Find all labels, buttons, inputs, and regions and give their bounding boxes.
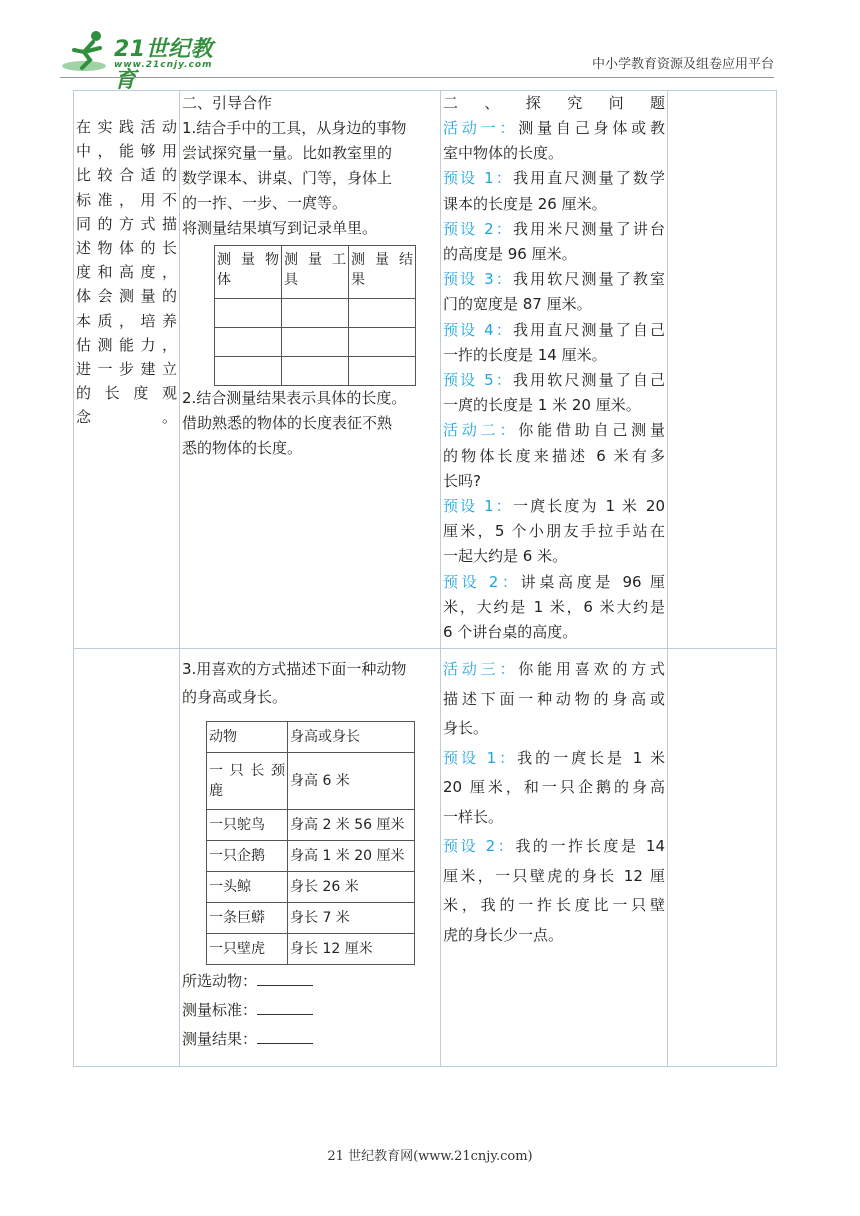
logo	[62, 30, 232, 93]
explore-text: 米，我的一拃长度比一只壁	[443, 896, 665, 914]
explore-line	[443, 620, 665, 645]
explore-label: 预设 2：	[443, 837, 516, 855]
answer-blank	[257, 1027, 313, 1044]
task-text	[182, 655, 438, 711]
goal-line: 在实践活动	[76, 118, 177, 136]
animal-value: 身高 2 米 56 厘米	[288, 810, 415, 841]
explore-list	[443, 116, 665, 645]
explore-label: 预设 4：	[443, 320, 513, 339]
explore-text: 你能用喜欢的方式	[518, 660, 665, 678]
explore-line	[443, 544, 665, 569]
record-header-text: 具	[284, 272, 298, 288]
explore-label: 预设 3：	[443, 270, 513, 289]
record-header-cell	[215, 246, 282, 299]
goal-line: 进一步建立	[76, 360, 177, 379]
record-header-cell	[349, 246, 416, 299]
record-header-text: 测量工	[284, 252, 346, 268]
explore-text: 室中物体的长度。	[443, 144, 564, 163]
explore-line	[443, 343, 665, 368]
lesson-row-2	[74, 649, 777, 1067]
explore-text: 一起大约是 6 米。	[443, 547, 568, 566]
explore-label: 预设 1：	[443, 748, 518, 767]
explore-line	[443, 141, 665, 166]
explore-label: 预设 1：	[443, 169, 513, 188]
explore-cell	[441, 91, 668, 649]
page-header	[0, 0, 860, 93]
notes-cell	[668, 91, 777, 649]
goal-line: 比较合适的	[76, 166, 177, 185]
explore-line	[443, 655, 665, 685]
record-header-cell	[282, 246, 349, 299]
animal-name-text: 一只长颈	[209, 763, 285, 779]
animal-row	[207, 934, 415, 965]
goal-line: 中，能够用	[76, 142, 177, 161]
explore-line	[443, 744, 665, 774]
animal-table	[206, 721, 415, 965]
record-sheet	[214, 245, 416, 386]
explore-title: 二、探究问题	[443, 94, 665, 112]
logo-url: www.21cnjy.com	[114, 60, 213, 70]
explore-line	[443, 832, 665, 862]
explore-label: 活动三：	[443, 660, 519, 678]
guide-line: 1.结合手中的工具，从身边的事物	[182, 119, 407, 137]
explore-line	[443, 444, 665, 469]
record-header-text: 果	[351, 272, 365, 288]
animal-header-value: 身高或身长	[288, 722, 415, 753]
record-header-text: 测量结	[351, 252, 413, 268]
animal-value: 身长 7 米	[288, 903, 415, 934]
record-row	[215, 357, 416, 386]
explore-text: 虎的身长少一点。	[443, 925, 564, 944]
explore-line	[443, 862, 665, 892]
logo-brand: 21世纪教育	[114, 37, 214, 93]
explore-text: 课本的长度是 26 厘米。	[443, 194, 607, 213]
answer-blank	[257, 998, 313, 1015]
explore-line	[443, 418, 665, 443]
explore-text: 厘米，一只壁虎的身长 12 厘	[443, 866, 665, 885]
animal-name-text: 一只鸵鸟	[209, 817, 265, 833]
guide2-line: 借助熟悉的物体的长度表征不熟	[182, 414, 393, 432]
animal-header-row	[207, 722, 415, 753]
explore-line	[443, 570, 665, 595]
guide-cell	[180, 91, 441, 649]
explore-list-2	[443, 655, 665, 950]
answer-label: 测量结果：	[182, 1030, 258, 1048]
record-header-text: 体	[217, 272, 231, 288]
animal-row	[207, 903, 415, 934]
task-cell	[180, 649, 441, 1067]
explore-text: 长吗?	[443, 471, 481, 490]
guide2-line: 悉的物体的长度。	[182, 439, 303, 457]
header-divider	[60, 77, 774, 78]
animal-row	[207, 872, 415, 903]
explore-line	[443, 494, 665, 519]
goal-line: 述物体的长	[76, 239, 177, 258]
animal-value: 身长 12 厘米	[288, 934, 415, 965]
guide-text-2	[182, 386, 438, 461]
animal-name	[207, 872, 288, 903]
answer-line	[182, 967, 438, 996]
explore-cell-2	[441, 649, 668, 1067]
animal-value: 身高 1 米 20 厘米	[288, 841, 415, 872]
explore-text: 一拃的长度是 14 厘米。	[443, 345, 607, 364]
explore-text: 我的一拃长度是 14	[515, 837, 666, 855]
explore-line	[443, 267, 665, 292]
explore-text: 门的宽度是 87 厘米。	[443, 295, 592, 314]
animal-name	[207, 903, 288, 934]
header-tagline: 中小学教育资源及组卷应用平台	[591, 57, 774, 72]
explore-line	[443, 166, 665, 191]
explore-line	[443, 116, 665, 141]
explore-text: 一庹的长度是 1 米 20 厘米。	[443, 396, 641, 415]
lesson-row-1	[74, 91, 777, 649]
explore-text: 我用软尺测量了教室	[512, 270, 665, 289]
explore-line	[443, 714, 665, 744]
animal-value: 身长 26 米	[288, 872, 415, 903]
explore-line	[443, 393, 665, 418]
answer-blanks	[182, 967, 438, 1054]
animal-name	[207, 934, 288, 965]
goal-line: 的长度观	[76, 384, 177, 403]
explore-text: 的高度是 96 厘米。	[443, 245, 577, 264]
explore-text: 我的一庹长是 1 米	[517, 748, 665, 767]
lesson-table	[73, 90, 777, 1067]
notes-cell-2	[668, 649, 777, 1067]
guide-title: 二、引导合作	[182, 94, 273, 112]
explore-text: 我用直尺测量了自己	[512, 320, 665, 339]
explore-text: 我用软尺测量了自己	[512, 371, 665, 390]
goal-line: 度和高度，	[76, 263, 177, 282]
explore-line	[443, 368, 665, 393]
explore-line	[443, 519, 665, 544]
goal-line: 估测能力，	[76, 335, 177, 354]
page-footer: 21 世纪教育网(www.21cnjy.com)	[327, 1149, 533, 1164]
animal-value: 身高 6 米	[288, 753, 415, 810]
explore-label: 预设 2：	[443, 219, 513, 238]
explore-text: 20 厘米，和一只企鹅的身高	[443, 778, 665, 796]
explore-text: 描述下面一种动物的身高或	[443, 689, 665, 708]
explore-label: 预设 1：	[443, 497, 513, 516]
explore-text: 的物体长度来描述 6 米有多	[443, 446, 665, 465]
explore-label: 预设 2：	[443, 572, 521, 591]
explore-text: 一庹长度为 1 米 20	[512, 497, 665, 516]
explore-line	[443, 773, 665, 803]
explore-text: 厘米，5 个小朋友手拉手站在	[443, 522, 665, 541]
goal-line: 本质，培养	[76, 311, 177, 330]
animal-header-name: 动物	[207, 722, 288, 753]
goal-line: 体会测量的	[76, 287, 177, 306]
record-header-row	[215, 246, 416, 299]
animal-row	[207, 753, 415, 810]
goal-line: 同的方式描	[76, 214, 177, 233]
guide-line: 的一拃、一步、一庹等。	[182, 194, 348, 212]
guide-line: 尝试探究量一量。比如教室里的	[182, 144, 393, 162]
explore-line	[443, 469, 665, 494]
goal-line: 标准，用不	[76, 190, 177, 209]
explore-label: 活动一：	[443, 119, 519, 137]
explore-text: 测量自己身体或教	[518, 119, 665, 137]
animal-name-text: 一条巨蟒	[209, 910, 265, 926]
explore-text: 讲桌高度是 96 厘	[520, 572, 665, 591]
animal-name-text: 鹿	[209, 783, 223, 799]
animal-name	[207, 753, 288, 810]
answer-line	[182, 996, 438, 1025]
animal-name	[207, 810, 288, 841]
guide-text	[182, 116, 438, 241]
explore-text: 身长。	[443, 719, 489, 737]
explore-text: 我用米尺测量了讲台	[512, 219, 665, 238]
empty-goal-cell	[74, 649, 180, 1067]
answer-line	[182, 1025, 438, 1054]
animal-row	[207, 810, 415, 841]
explore-line	[443, 217, 665, 242]
runner-logo-icon	[62, 30, 112, 74]
answer-label: 所选动物：	[182, 972, 258, 990]
explore-text: 米，大约是 1 米，6 米大约是	[443, 597, 665, 616]
explore-line	[443, 685, 665, 715]
explore-line	[443, 921, 665, 951]
goal-line: 念。	[76, 408, 177, 427]
explore-line	[443, 803, 665, 833]
goal-cell	[74, 91, 180, 649]
explore-text: 一样长。	[443, 807, 504, 826]
record-header-text: 测量物	[217, 252, 279, 268]
record-row	[215, 299, 416, 328]
guide2-line: 2.结合测量结果表示具体的长度。	[182, 389, 407, 407]
explore-text: 6 个讲台桌的高度。	[443, 623, 578, 642]
animal-name-text: 一只壁虎	[209, 941, 265, 957]
explore-line	[443, 292, 665, 317]
explore-text: 你能借助自己测量	[518, 421, 665, 440]
explore-line	[443, 318, 665, 343]
animal-name-text: 一只企鹅	[209, 848, 265, 864]
animal-name-text: 一头鲸	[209, 879, 251, 895]
explore-line	[443, 891, 665, 921]
explore-label: 预设 5：	[443, 371, 513, 390]
record-row	[215, 328, 416, 357]
explore-line	[443, 242, 665, 267]
animal-name	[207, 841, 288, 872]
answer-label: 测量标准：	[182, 1001, 258, 1019]
explore-line	[443, 595, 665, 620]
explore-line	[443, 192, 665, 217]
answer-blank	[257, 969, 313, 986]
guide-line: 将测量结果填写到记录单里。	[182, 219, 378, 237]
explore-text: 我用直尺测量了数学	[512, 169, 665, 188]
guide-line: 数学课本、讲桌、门等，身体上	[182, 169, 393, 187]
task-line: 3.用喜欢的方式描述下面一种动物	[182, 660, 407, 678]
task-line: 的身高或身长。	[182, 688, 288, 706]
animal-row	[207, 841, 415, 872]
explore-label: 活动二：	[443, 421, 519, 440]
